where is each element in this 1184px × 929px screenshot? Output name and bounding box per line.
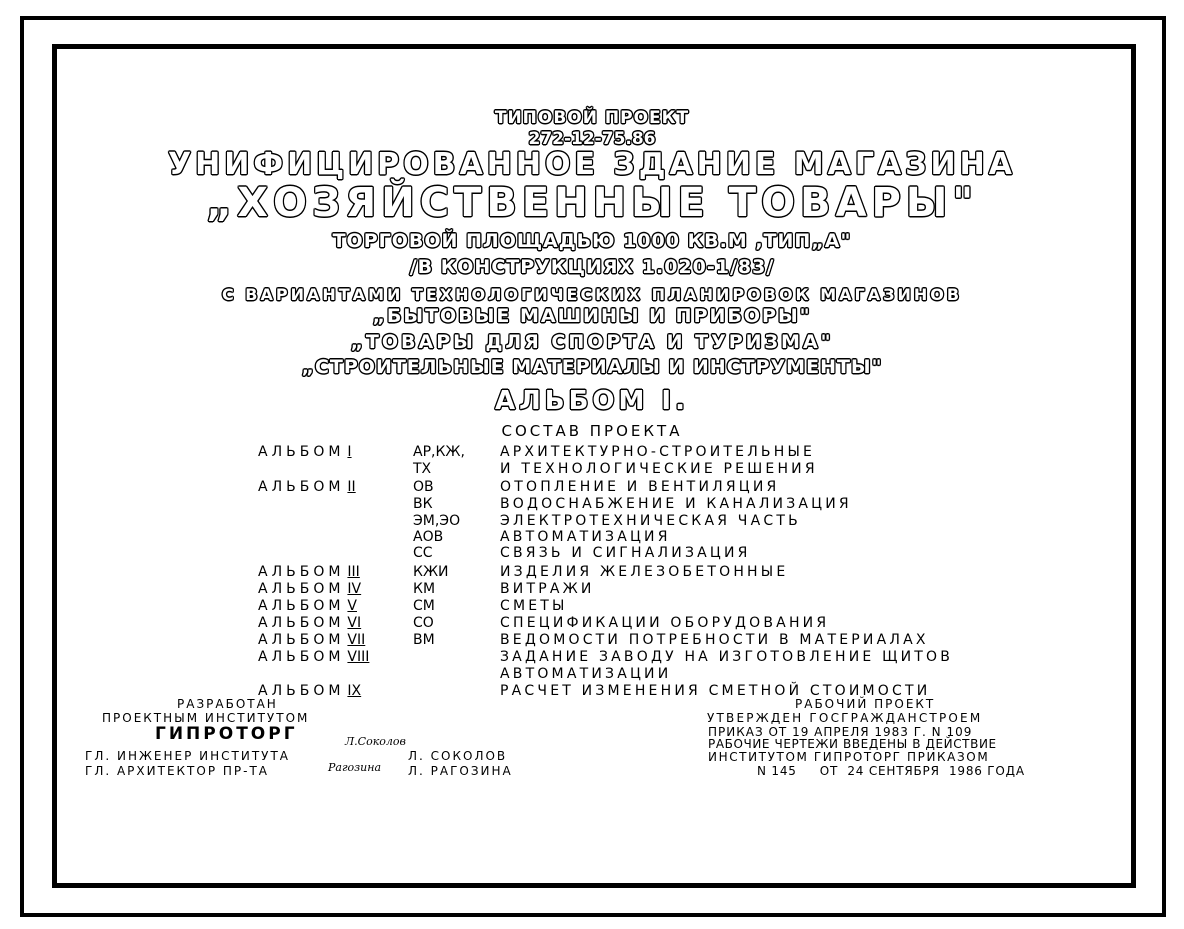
- approval-line1: РАБОЧИЙ ПРОЕКТ: [795, 697, 936, 711]
- section-code: АР,КЖ,: [413, 444, 465, 460]
- album-word: АЛЬБОМ: [258, 581, 345, 597]
- section-code: КЖИ: [413, 564, 449, 580]
- section-code: СМ: [413, 598, 435, 614]
- album-word: АЛЬБОМ: [258, 632, 345, 648]
- section-code: ОВ: [413, 479, 434, 495]
- section-description: ВЕДОМОСТИ ПОТРЕБНОСТИ В МАТЕРИАЛАХ: [500, 632, 929, 648]
- section-description: СПЕЦИФИКАЦИИ ОБОРУДОВАНИЯ: [500, 615, 830, 631]
- album-number: IX: [347, 683, 362, 699]
- section-description: ЗАДАНИЕ ЗАВОДУ НА ИЗГОТОВЛЕНИЕ ЩИТОВ: [500, 649, 954, 665]
- store-name: „ХОЗЯЙСТВЕННЫЕ ТОВАРЫ": [205, 180, 979, 226]
- album-label: [258, 480, 386, 494]
- section-code: ТХ: [413, 461, 432, 477]
- variants-line: С ВАРИАНТАМИ ТЕХНОЛОГИЧЕСКИХ ПЛАНИРОВОК МАГАЗИНОВ: [221, 285, 963, 304]
- section-code: ВК: [413, 496, 433, 512]
- section-code: КМ: [413, 581, 436, 597]
- developer-line2: ПРОЕКТНЫМ ИНСТИТУТОМ: [102, 711, 310, 725]
- project-number: 272-12-75.86: [528, 129, 656, 149]
- approval-line2: УТВЕРЖДЕН ГОСГРАЖДАНСТРОЕМ: [707, 711, 983, 725]
- album-number: VIII: [347, 649, 370, 665]
- album-title: АЛЬБОМ I.: [495, 386, 689, 416]
- developer-line1: РАЗРАБОТАН: [177, 697, 278, 711]
- approval-line6: N 145 ОТ 24 СЕНТЯБРЯ 1986 ГОДА: [757, 764, 1025, 778]
- album-label: [258, 650, 386, 664]
- section-code: ВМ: [413, 632, 435, 648]
- album-number: IV: [347, 581, 362, 597]
- section-description: ЭЛЕКТРОТЕХНИЧЕСКАЯ ЧАСТЬ: [500, 513, 801, 529]
- institute-logo: ГИПРОТОРГ: [155, 724, 298, 744]
- album-label: [258, 633, 386, 647]
- chief-architect-name: Л. РАГОЗИНА: [408, 764, 513, 778]
- album-label: [258, 445, 386, 459]
- chief-architect-role: ГЛ. АРХИТЕКТОР ПР-ТА: [85, 764, 269, 778]
- section-code: СО: [413, 615, 434, 631]
- album-number: V: [347, 598, 357, 614]
- album-label: [258, 582, 386, 596]
- section-code: АОВ: [413, 529, 444, 545]
- album-label: [258, 599, 386, 613]
- building-title: УНИФИЦИРОВАННОЕ ЗДАНИЕ МАГАЗИНА: [168, 147, 1016, 182]
- project-type: ТИПОВОЙ ПРОЕКТ: [494, 108, 690, 128]
- album-word: АЛЬБОМ: [258, 479, 345, 495]
- album-word: АЛЬБОМ: [258, 615, 345, 631]
- chief-engineer-name: Л. СОКОЛОВ: [408, 749, 508, 763]
- album-number: VII: [347, 632, 366, 648]
- album-label: [258, 462, 386, 476]
- approval-line5: ИНСТИТУТОМ ГИПРОТОРГ ПРИКАЗОМ: [708, 750, 990, 764]
- album-word: АЛЬБОМ: [258, 649, 345, 665]
- area-type-line: ТОРГОВОЙ ПЛОЩАДЬЮ 1000 КВ.М ,ТИП„А": [332, 230, 852, 252]
- contents-heading: СОСТАВ ПРОЕКТА: [501, 422, 683, 440]
- variant-appliances: „БЫТОВЫЕ МАШИНЫ И ПРИБОРЫ": [372, 305, 812, 327]
- section-description: ИЗДЕЛИЯ ЖЕЛЕЗОБЕТОННЫЕ: [500, 564, 789, 580]
- section-description: ВОДОСНАБЖЕНИЕ И КАНАЛИЗАЦИЯ: [500, 496, 852, 512]
- album-number: II: [347, 479, 356, 495]
- album-label: [258, 530, 386, 544]
- section-description: И ТЕХНОЛОГИЧЕСКИЕ РЕШЕНИЯ: [500, 461, 818, 477]
- chief-architect-signature: Рагозина: [328, 761, 382, 774]
- section-description: АРХИТЕКТУРНО-СТРОИТЕЛЬНЫЕ: [500, 444, 816, 460]
- album-label: [258, 546, 386, 560]
- album-number: I: [347, 444, 352, 460]
- album-label: [258, 616, 386, 630]
- album-number: VI: [347, 615, 362, 631]
- album-number: III: [347, 564, 360, 580]
- section-code: СС: [413, 545, 433, 561]
- section-code: ЭМ,ЭО: [413, 513, 461, 529]
- approval-line4: РАБОЧИЕ ЧЕРТЕЖИ ВВЕДЕНЫ В ДЕЙСТВИЕ: [708, 737, 997, 751]
- approval-line3: ПРИКАЗ ОТ 19 АПРЕЛЯ 1983 Г. N 109: [708, 725, 973, 739]
- album-label: [258, 684, 386, 698]
- chief-engineer-role: ГЛ. ИНЖЕНЕР ИНСТИТУТА: [85, 749, 291, 763]
- album-word: АЛЬБОМ: [258, 564, 345, 580]
- album-label: [258, 514, 386, 528]
- album-word: АЛЬБОМ: [258, 444, 345, 460]
- variant-building-materials: „СТРОИТЕЛЬНЫЕ МАТЕРИАЛЫ И ИНСТРУМЕНТЫ": [301, 356, 883, 378]
- album-word: АЛЬБОМ: [258, 683, 345, 699]
- section-description: ВИТРАЖИ: [500, 581, 595, 597]
- section-description: СМЕТЫ: [500, 598, 568, 614]
- album-label: [258, 667, 386, 681]
- section-description: АВТОМАТИЗАЦИЯ: [500, 529, 671, 545]
- album-label: [258, 497, 386, 511]
- section-description: ОТОПЛЕНИЕ И ВЕНТИЛЯЦИЯ: [500, 479, 780, 495]
- album-word: АЛЬБОМ: [258, 598, 345, 614]
- chief-engineer-signature: Л.Соколов: [345, 735, 406, 748]
- construction-series-line: /В КОНСТРУКЦИЯХ 1.020-1/83/: [409, 256, 775, 278]
- variant-sports: „ТОВАРЫ ДЛЯ СПОРТА И ТУРИЗМА": [350, 331, 834, 353]
- section-description: СВЯЗЬ И СИГНАЛИЗАЦИЯ: [500, 545, 751, 561]
- section-description: РАСЧЕТ ИЗМЕНЕНИЯ СМЕТНОЙ СТОИМОСТИ: [500, 683, 931, 699]
- section-description: АВТОМАТИЗАЦИИ: [500, 666, 672, 682]
- album-label: [258, 565, 386, 579]
